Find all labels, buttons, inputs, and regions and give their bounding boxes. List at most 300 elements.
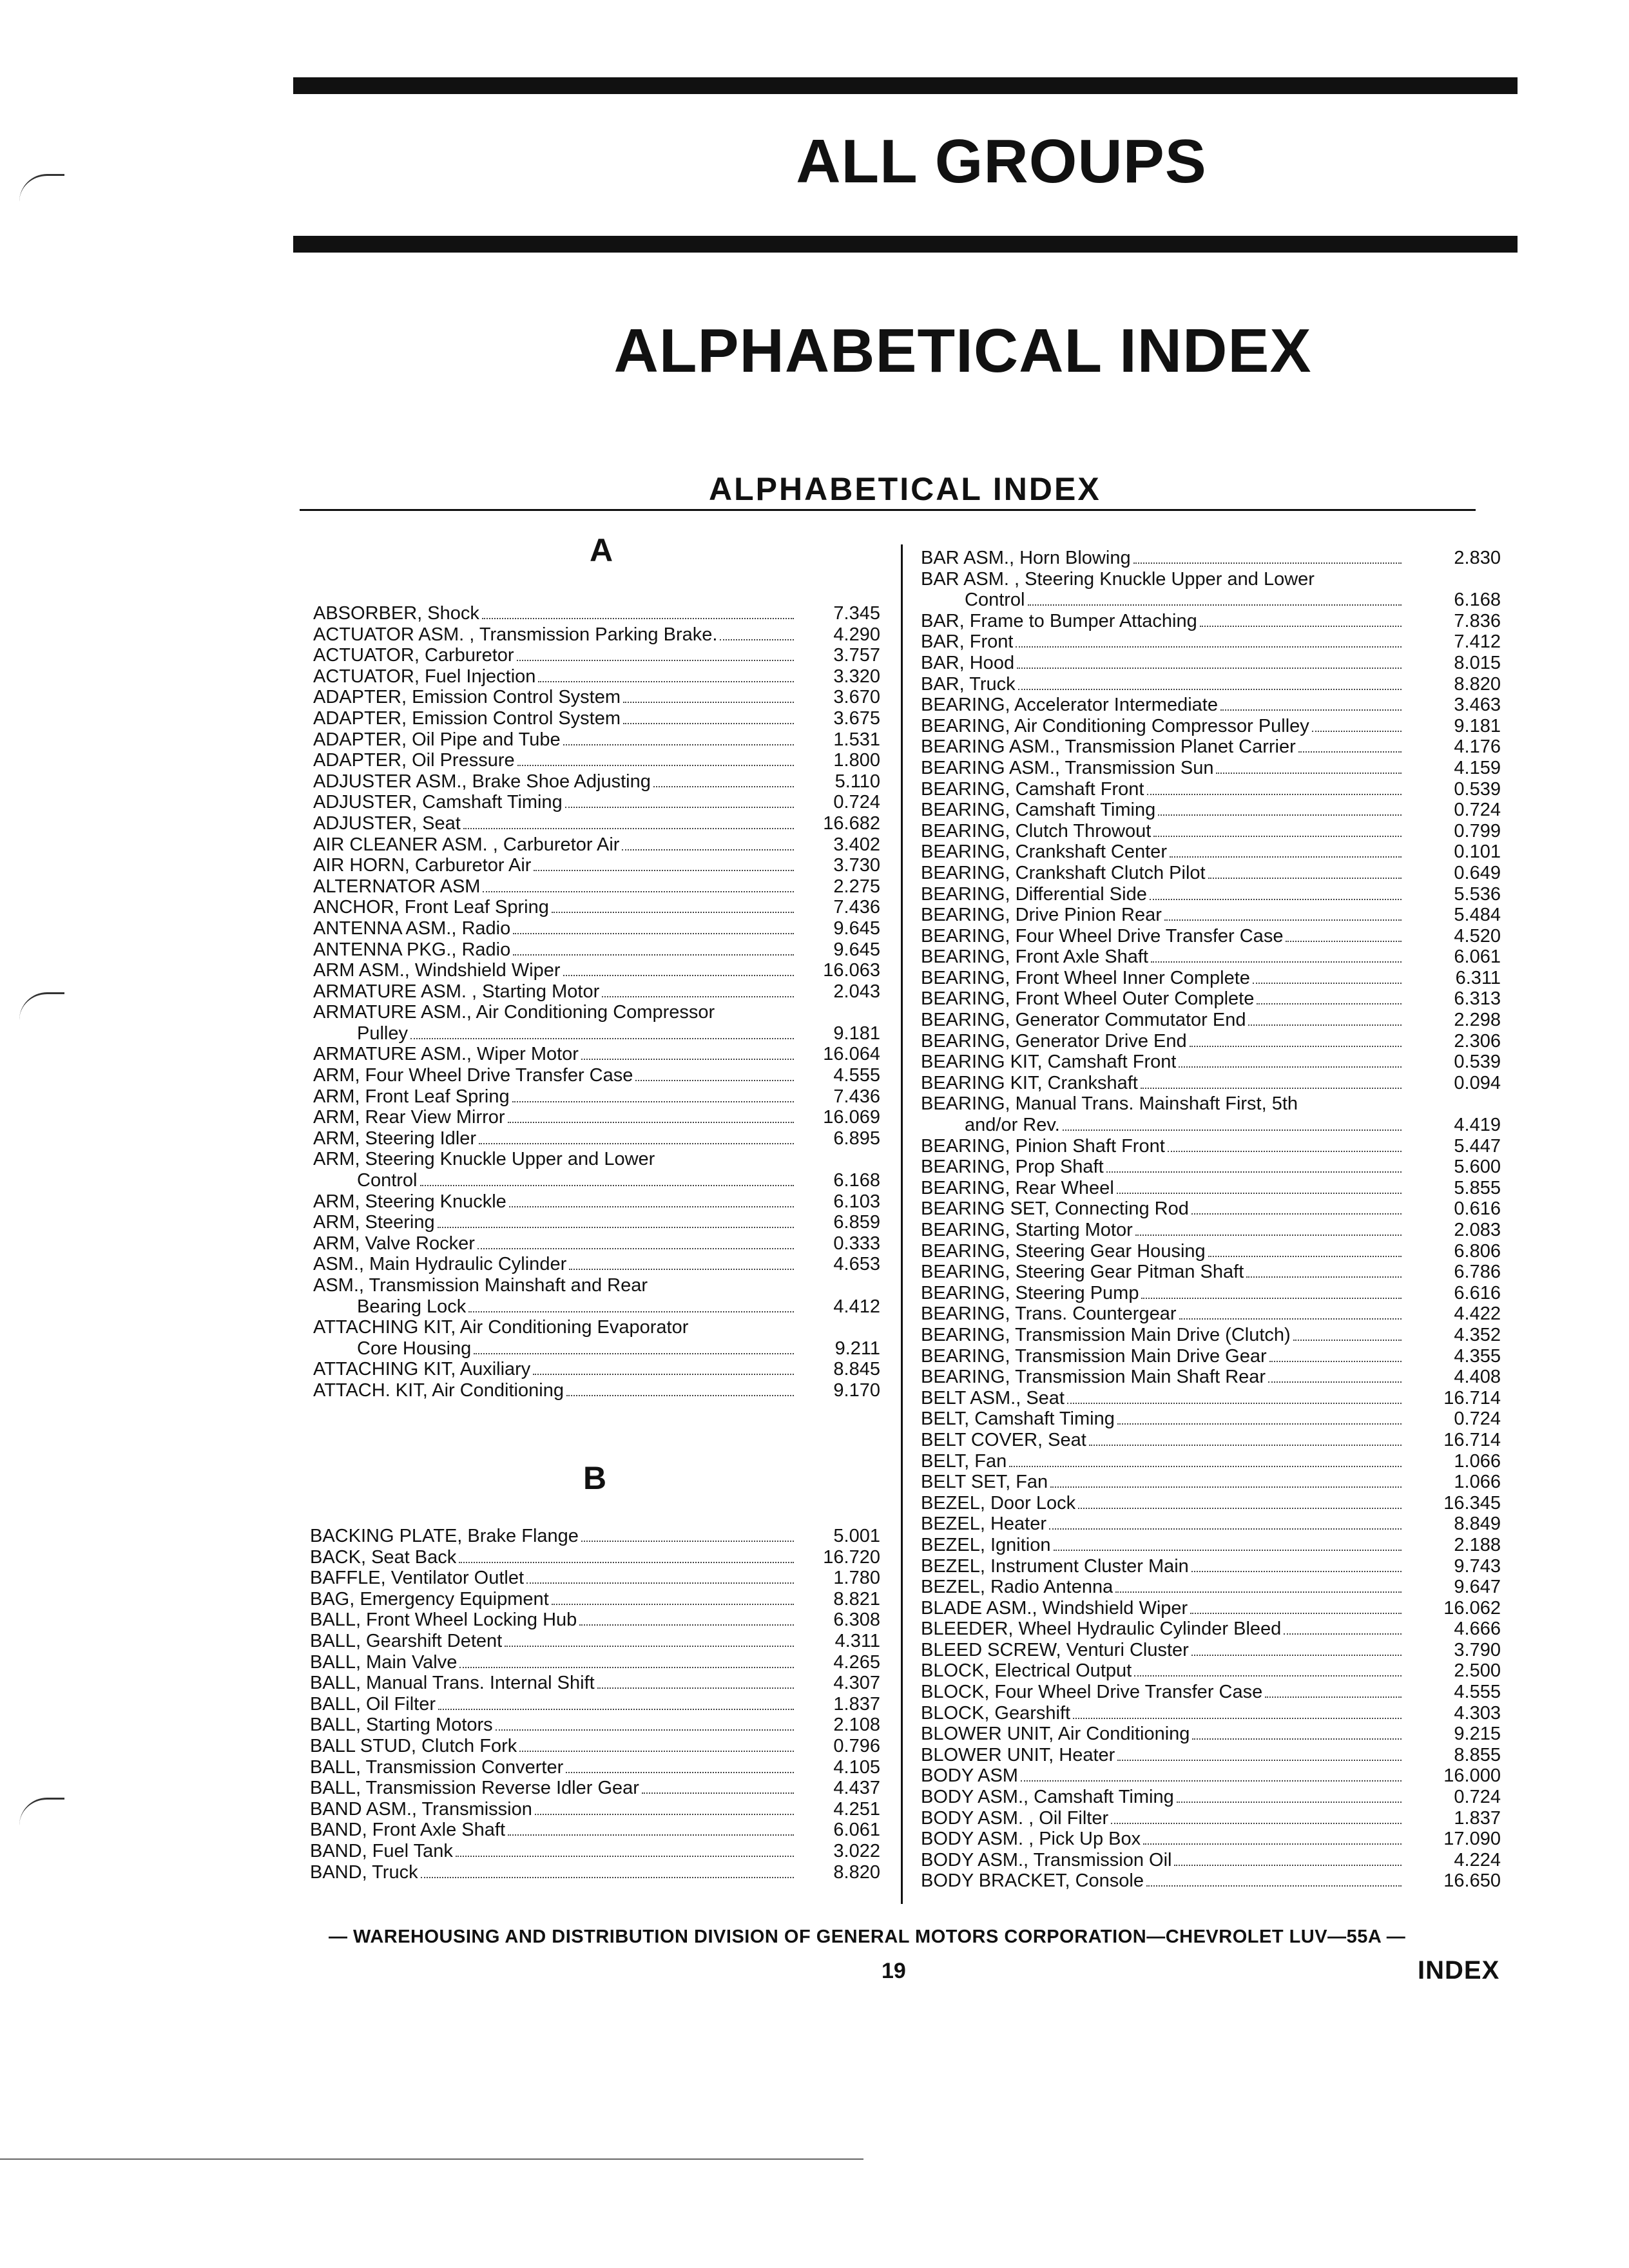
dot-leader	[552, 1604, 794, 1605]
entry-name: Core Housing	[357, 1338, 472, 1359]
entry-name: ARM, Steering Knuckle	[313, 1191, 506, 1212]
dot-leader	[474, 1353, 794, 1354]
entry-reference: 4.555	[833, 1065, 880, 1086]
footer-division-text: — WAREHOUSING AND DISTRIBUTION DIVISION OF GENERAL MOTORS CORPORATION—CHEVROLET LUV—55A —	[329, 1927, 1406, 1947]
entry-name: ASM., Main Hydraulic Cylinder	[313, 1254, 567, 1275]
dot-leader	[1063, 1129, 1402, 1131]
index-entry	[313, 603, 880, 624]
index-entry	[921, 1787, 1501, 1808]
index-entry	[921, 800, 1501, 821]
index-entry	[921, 1870, 1501, 1892]
index-entry	[921, 1241, 1501, 1262]
index-entry	[921, 1031, 1501, 1052]
entry-name: ATTACHING KIT, Auxiliary	[313, 1359, 531, 1380]
entry-reference: 4.408	[1454, 1367, 1501, 1388]
index-entry	[921, 1703, 1501, 1724]
entry-reference: 2.108	[833, 1715, 880, 1736]
entry-name: and/or Rev.	[965, 1115, 1060, 1136]
entry-name: BEARING ASM., Transmission Planet Carrier	[921, 736, 1296, 758]
dot-leader	[552, 912, 794, 913]
entry-reference: 0.101	[1454, 841, 1501, 863]
index-entry	[921, 1325, 1501, 1346]
index-entry	[921, 653, 1501, 674]
entry-reference: 4.105	[833, 1756, 880, 1778]
index-entry	[313, 855, 880, 876]
dot-leader	[1170, 856, 1402, 858]
entry-name: BELT ASM., Seat	[921, 1387, 1065, 1408]
dot-leader	[1286, 941, 1402, 942]
entry-name: BEARING, Differential Side	[921, 883, 1147, 905]
dot-leader	[602, 996, 794, 997]
index-entry	[921, 1262, 1501, 1283]
index-column-a	[313, 603, 880, 1401]
entry-name: Control	[357, 1170, 418, 1191]
entry-name: BELT SET, Fan	[921, 1472, 1048, 1493]
entry-name: ATTACHING KIT, Air Conditioning Evaporator	[313, 1317, 689, 1338]
index-entry	[310, 1652, 880, 1673]
entry-reference: 0.724	[1454, 1408, 1501, 1430]
entry-name: BEARING, Accelerator Intermediate	[921, 695, 1218, 716]
index-entry	[313, 750, 880, 771]
entry-reference: 3.402	[833, 834, 880, 855]
entry-reference: 16.064	[823, 1044, 880, 1065]
entry-name: ABSORBER, Shock	[313, 603, 479, 624]
margin-mark	[19, 992, 64, 1020]
entry-reference: 8.820	[833, 1861, 880, 1883]
index-entry	[921, 1178, 1501, 1199]
dot-leader	[720, 639, 794, 640]
entry-reference: 16.345	[1443, 1492, 1501, 1514]
entry-reference: 9.645	[833, 918, 880, 939]
entry-reference: 6.313	[1454, 988, 1501, 1010]
entry-name: BAR, Front	[921, 631, 1014, 653]
entry-name: ANTENNA ASM., Radio	[313, 918, 511, 939]
entry-reference: 3.675	[833, 707, 880, 729]
index-entry	[313, 624, 880, 646]
entry-reference: 16.000	[1443, 1765, 1501, 1787]
index-entry	[921, 611, 1501, 632]
entry-name: ADAPTER, Oil Pipe and Tube	[313, 729, 561, 750]
entry-name: BEARING, Camshaft Front	[921, 778, 1144, 800]
index-column-c	[921, 548, 1501, 1892]
dot-leader	[1246, 1276, 1402, 1278]
dot-leader	[1133, 562, 1402, 564]
entry-reference: 4.307	[833, 1673, 880, 1694]
entry-name: BEARING, Drive Pinion Rear	[921, 905, 1162, 926]
entry-name: BAR ASM. , Steering Knuckle Upper and Lower	[921, 568, 1315, 590]
entry-name: BEARING, Rear Wheel	[921, 1177, 1114, 1198]
index-entry	[921, 1010, 1501, 1031]
entry-reference: 4.422	[1454, 1303, 1501, 1325]
entry-name: BALL, Gearshift Detent	[310, 1630, 503, 1651]
entry-reference: 0.649	[1454, 862, 1501, 883]
entry-name: BEARING KIT, Camshaft Front	[921, 1052, 1177, 1073]
entry-name: BEARING, Transmission Main Drive (Clutch)	[921, 1324, 1291, 1345]
entry-reference: 9.170	[833, 1379, 880, 1401]
dot-leader	[477, 1248, 794, 1249]
column-divider	[901, 544, 903, 1904]
dot-leader	[1190, 1613, 1402, 1614]
bottom-rule	[0, 2158, 863, 2160]
dot-leader	[563, 744, 794, 745]
dot-leader	[642, 1792, 794, 1794]
entry-reference: 3.757	[833, 645, 880, 666]
index-entry	[921, 1493, 1501, 1514]
dot-leader	[479, 1143, 794, 1144]
index-entry	[921, 1577, 1501, 1598]
index-entry	[921, 1052, 1501, 1073]
index-entry	[313, 708, 880, 729]
dot-leader	[1050, 1486, 1402, 1488]
dot-leader	[438, 1227, 794, 1228]
index-entry	[310, 1820, 880, 1841]
index-entry	[921, 988, 1501, 1010]
index-entry	[313, 960, 880, 981]
footer-section-label: INDEX	[1418, 1956, 1500, 1984]
index-entry	[921, 841, 1501, 863]
dot-leader	[1257, 1003, 1402, 1004]
index-entry	[921, 1765, 1501, 1787]
index-entry	[921, 1724, 1501, 1745]
entry-reference: 3.730	[833, 855, 880, 876]
entry-reference: 8.849	[1454, 1514, 1501, 1535]
index-entry	[310, 1610, 880, 1631]
dot-leader	[1146, 1885, 1402, 1887]
index-entry	[921, 779, 1501, 800]
dot-leader	[1135, 1235, 1402, 1236]
entry-reference: 8.015	[1454, 652, 1501, 673]
entry-reference: 16.062	[1443, 1597, 1501, 1619]
entry-name: Bearing Lock	[357, 1296, 467, 1317]
entry-name: ARM ASM., Windshield Wiper	[313, 960, 561, 981]
entry-name: BEZEL, Door Lock	[921, 1492, 1076, 1514]
dot-leader	[653, 786, 794, 787]
section-subtitle: ALPHABETICAL INDEX	[709, 471, 1101, 507]
dot-leader	[1141, 1298, 1402, 1299]
dot-leader	[1073, 1718, 1402, 1719]
entry-reference: 4.352	[1454, 1324, 1501, 1345]
entry-name: BEZEL, Heater	[921, 1514, 1047, 1535]
index-entry	[921, 1451, 1501, 1472]
dot-leader	[1117, 1423, 1402, 1425]
index-entry	[313, 1275, 880, 1296]
index-entry	[313, 897, 880, 918]
index-entry	[921, 926, 1501, 947]
entry-reference: 6.061	[833, 1820, 880, 1841]
entry-reference: 6.168	[833, 1170, 880, 1191]
entry-reference: 4.224	[1454, 1849, 1501, 1870]
entry-name: ARM, Steering Idler	[313, 1128, 477, 1149]
dot-leader	[1298, 751, 1402, 753]
index-entry	[313, 729, 880, 751]
index-entry	[921, 674, 1501, 695]
index-entry	[921, 1598, 1501, 1619]
dot-leader	[1216, 773, 1402, 774]
entry-reference: 9.743	[1454, 1555, 1501, 1577]
index-entry	[921, 1073, 1501, 1094]
entry-reference: 2.298	[1454, 1010, 1501, 1031]
dot-leader	[1153, 836, 1402, 837]
index-entry	[313, 1317, 880, 1338]
dot-leader	[1293, 1340, 1402, 1341]
entry-name: BEARING ASM., Transmission Sun	[921, 757, 1214, 778]
dot-leader	[581, 1541, 794, 1542]
dot-leader	[459, 1667, 794, 1668]
index-entry	[921, 1640, 1501, 1661]
dot-leader	[456, 1856, 794, 1857]
entry-reference: 3.790	[1454, 1639, 1501, 1660]
dot-leader	[1150, 899, 1402, 900]
entry-reference: 4.653	[833, 1254, 880, 1275]
entry-reference: 5.001	[833, 1526, 880, 1546]
entry-reference: 16.650	[1443, 1870, 1501, 1892]
entry-name: BEARING KIT, Crankshaft	[921, 1072, 1138, 1093]
dot-leader	[1089, 1445, 1402, 1446]
entry-name: ARM, Steering Knuckle Upper and Lower	[313, 1149, 655, 1170]
entry-reference: 4.520	[1454, 925, 1501, 947]
dot-leader	[1168, 1151, 1402, 1152]
dot-leader	[459, 1562, 794, 1563]
dot-leader	[1067, 1403, 1402, 1404]
entry-reference: 9.647	[1454, 1577, 1501, 1598]
entry-name: ACTUATOR ASM. , Transmission Parking Brake.	[313, 624, 718, 645]
entry-name: ARM, Front Leaf Spring	[313, 1086, 510, 1107]
index-entry	[313, 666, 880, 687]
entry-name: ANCHOR, Front Leaf Spring	[313, 897, 549, 918]
index-entry	[921, 548, 1501, 569]
index-entry	[313, 1191, 880, 1213]
entry-name: BEARING, Steering Gear Housing	[921, 1240, 1206, 1262]
dot-leader	[1220, 709, 1402, 711]
entry-reference: 17.090	[1443, 1829, 1501, 1850]
dot-leader	[1158, 814, 1402, 816]
dot-leader	[1312, 731, 1402, 732]
dot-leader	[438, 1709, 794, 1710]
entry-reference: 7.345	[833, 603, 880, 624]
entry-name: BALL, Transmission Reverse Idler Gear	[310, 1778, 639, 1799]
dot-leader	[1017, 668, 1402, 669]
entry-reference: 4.412	[833, 1296, 880, 1317]
dot-leader	[1115, 1591, 1402, 1593]
index-entry	[921, 1115, 1501, 1136]
entry-name: BLEEDER, Wheel Hydraulic Cylinder Bleed	[921, 1619, 1282, 1640]
index-column-b	[310, 1526, 880, 1883]
dot-leader	[1191, 1655, 1402, 1656]
dot-leader	[566, 1772, 794, 1773]
entry-reference: 16.714	[1443, 1387, 1501, 1408]
entry-name: ADJUSTER, Camshaft Timing	[313, 792, 563, 813]
entry-name: ACTUATOR, Carburetor	[313, 645, 514, 666]
entry-reference: 4.159	[1454, 757, 1501, 778]
entry-reference: 0.724	[833, 792, 880, 813]
index-entry	[313, 876, 880, 898]
entry-name: BAND ASM., Transmission	[310, 1798, 532, 1820]
entry-name: ANTENNA PKG., Radio	[313, 939, 511, 960]
entry-reference: 3.670	[833, 687, 880, 708]
entry-name: BODY BRACKET, Console	[921, 1870, 1144, 1892]
index-entry	[313, 1233, 880, 1254]
index-entry	[310, 1736, 880, 1757]
index-entry	[921, 695, 1501, 716]
index-entry	[921, 1745, 1501, 1766]
entry-reference: 5.536	[1454, 883, 1501, 905]
entry-name: BEARING, Manual Trans. Mainshaft First, 5th	[921, 1093, 1298, 1115]
dot-leader	[1268, 1381, 1402, 1383]
entry-reference: 5.447	[1454, 1135, 1501, 1157]
entry-name: BEZEL, Instrument Cluster Main	[921, 1555, 1189, 1577]
index-entry	[313, 1170, 880, 1191]
entry-name: BALL STUD, Clutch Fork	[310, 1735, 517, 1756]
dot-leader	[512, 1101, 794, 1102]
dot-leader	[482, 618, 794, 619]
index-entry	[313, 687, 880, 708]
index-entry	[921, 590, 1501, 611]
entry-reference: 9.645	[833, 939, 880, 960]
dot-leader	[468, 1311, 794, 1312]
entry-reference: 7.436	[833, 1086, 880, 1107]
dot-leader	[1174, 1865, 1402, 1866]
entry-name: BEARING, Crankshaft Clutch Pilot	[921, 862, 1206, 883]
index-entry	[921, 1136, 1501, 1157]
entry-name: BAR, Hood	[921, 652, 1015, 673]
index-entry	[921, 1808, 1501, 1829]
group-title: ALL GROUPS	[796, 127, 1207, 196]
entry-reference: 0.796	[833, 1735, 880, 1756]
index-entry	[313, 792, 880, 813]
index-entry	[310, 1862, 880, 1883]
entry-reference: 2.043	[833, 981, 880, 1002]
dot-leader	[538, 681, 794, 682]
entry-name: BLOCK, Electrical Output	[921, 1660, 1132, 1682]
section-letter-b: B	[583, 1460, 607, 1496]
entry-reference: 1.066	[1454, 1450, 1501, 1472]
dot-leader	[1164, 919, 1402, 921]
entry-name: ATTACH. KIT, Air Conditioning	[313, 1379, 564, 1401]
dot-leader	[505, 1646, 794, 1647]
dot-leader	[1078, 1508, 1402, 1509]
index-entry	[313, 1338, 880, 1360]
index-entry	[921, 1535, 1501, 1556]
index-entry	[921, 1619, 1501, 1640]
entry-name: BEZEL, Ignition	[921, 1534, 1051, 1555]
dot-leader	[1111, 1823, 1402, 1824]
dot-leader	[1269, 1361, 1402, 1362]
dot-leader	[623, 723, 794, 724]
entry-name: BLOWER UNIT, Heater	[921, 1744, 1115, 1765]
entry-reference: 16.069	[823, 1107, 880, 1128]
entry-name: BEARING SET, Connecting Rod	[921, 1198, 1189, 1220]
entry-name: BLOCK, Gearshift	[921, 1702, 1071, 1724]
entry-reference: 6.616	[1454, 1282, 1501, 1303]
margin-mark	[19, 1798, 64, 1825]
entry-name: BODY ASM. , Pick Up Box	[921, 1829, 1141, 1850]
dot-leader	[483, 891, 794, 892]
entry-reference: 7.412	[1454, 631, 1501, 653]
index-entry	[921, 1198, 1501, 1220]
index-entry	[921, 821, 1501, 842]
index-entry	[313, 1044, 880, 1065]
entry-reference: 9.215	[1454, 1724, 1501, 1745]
index-entry	[310, 1526, 880, 1547]
dot-leader	[534, 870, 794, 871]
dot-leader	[517, 660, 794, 661]
entry-reference: 2.188	[1454, 1534, 1501, 1555]
entry-reference: 0.539	[1454, 778, 1501, 800]
index-entry	[921, 1283, 1501, 1304]
dot-leader	[1143, 1843, 1402, 1845]
entry-name: Control	[965, 590, 1025, 611]
index-entry	[313, 1128, 880, 1149]
entry-name: BEARING, Steering Pump	[921, 1282, 1139, 1303]
index-entry	[921, 758, 1501, 779]
second-black-bar	[293, 236, 1518, 253]
dot-leader	[635, 1080, 794, 1081]
entry-name: ADAPTER, Oil Pressure	[313, 750, 515, 771]
dot-leader	[533, 1374, 794, 1375]
dot-leader	[1190, 1046, 1402, 1047]
dot-leader	[622, 849, 794, 850]
entry-name: BEARING, Clutch Throwout	[921, 820, 1152, 841]
index-entry	[921, 1514, 1501, 1535]
entry-name: BODY ASM. , Oil Filter	[921, 1807, 1109, 1829]
entry-name: BLOWER UNIT, Air Conditioning	[921, 1724, 1190, 1745]
index-entry	[921, 1472, 1501, 1493]
entry-name: BAND, Front Axle Shaft	[310, 1820, 506, 1841]
dot-leader	[1117, 1760, 1402, 1761]
entry-name: ASM., Transmission Mainshaft and Rear	[313, 1275, 648, 1296]
dot-leader	[1018, 689, 1402, 690]
entry-reference: 6.311	[1455, 967, 1501, 988]
entry-name: BLADE ASM., Windshield Wiper	[921, 1597, 1188, 1619]
entry-name: BLOCK, Four Wheel Drive Transfer Case	[921, 1682, 1263, 1703]
entry-reference: 4.290	[833, 624, 880, 645]
dot-leader	[1117, 1193, 1402, 1194]
dot-leader	[420, 1185, 795, 1186]
dot-leader	[508, 1122, 794, 1123]
entry-name: BAR ASM., Horn Blowing	[921, 548, 1131, 568]
entry-name: BEARING, Crankshaft Center	[921, 841, 1167, 863]
header-rule	[300, 509, 1476, 511]
entry-reference: 3.022	[833, 1840, 880, 1861]
entry-name: BODY ASM., Camshaft Timing	[921, 1787, 1174, 1808]
entry-reference: 4.355	[1454, 1345, 1501, 1367]
entry-reference: 5.110	[834, 771, 880, 792]
entry-reference: 1.837	[1454, 1807, 1501, 1829]
dot-leader	[1141, 1088, 1402, 1089]
entry-name: BELT COVER, Seat	[921, 1429, 1086, 1450]
entry-reference: 2.500	[1454, 1660, 1501, 1682]
dot-leader	[1151, 961, 1402, 963]
entry-reference: 2.275	[833, 876, 880, 897]
index-entry	[921, 1430, 1501, 1451]
index-entry	[921, 968, 1501, 989]
entry-reference: 0.724	[1454, 800, 1501, 821]
entry-reference: 2.830	[1454, 548, 1501, 568]
entry-name: ARMATURE ASM., Air Conditioning Compressor	[313, 1002, 715, 1023]
index-entry	[313, 939, 880, 961]
index-entry	[921, 1850, 1501, 1871]
index-entry	[921, 1556, 1501, 1577]
entry-name: BAND, Truck	[310, 1861, 418, 1883]
dot-leader	[508, 1834, 794, 1836]
entry-reference: 5.855	[1454, 1177, 1501, 1198]
dot-leader	[513, 933, 794, 934]
entry-reference: 8.845	[833, 1359, 880, 1380]
entry-reference: 9.211	[834, 1338, 880, 1359]
entry-name: BACKING PLATE, Brake Flange	[310, 1526, 579, 1546]
section-letter-a: A	[590, 532, 613, 568]
entry-reference: 0.539	[1454, 1052, 1501, 1073]
